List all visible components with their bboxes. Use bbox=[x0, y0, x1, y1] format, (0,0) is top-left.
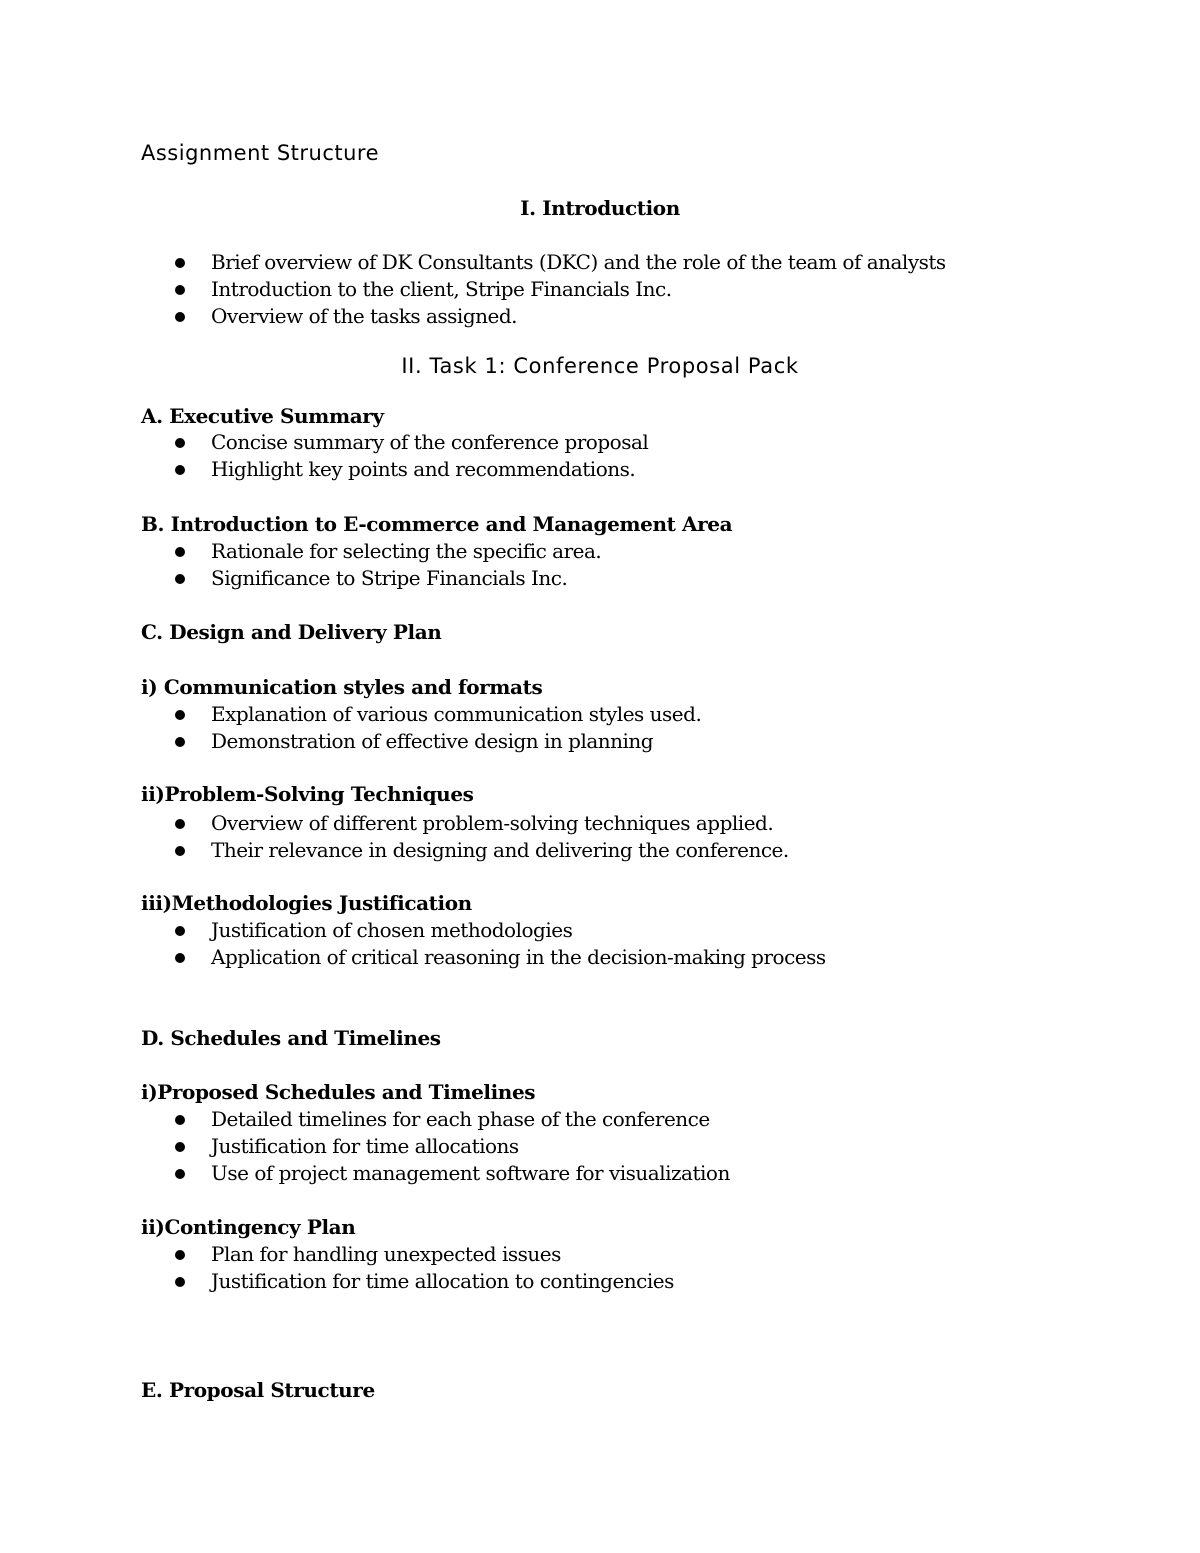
subheading-methodologies: iii)Methodologies Justification bbox=[141, 891, 472, 915]
ecommerce-list bbox=[0, 538, 601, 592]
communication-list bbox=[0, 701, 701, 755]
list-item: Significance to Stripe Financials Inc. bbox=[0, 565, 601, 592]
list-item: Justification for time allocation to contingencies bbox=[0, 1268, 674, 1295]
bullet-icon bbox=[175, 926, 185, 936]
list-item: Brief overview of DK Consultants (DKC) and the role of the team of analysts bbox=[0, 249, 946, 276]
subheading-schedules: D. Schedules and Timelines bbox=[141, 1026, 441, 1050]
subheading-proposal-structure: E. Proposal Structure bbox=[141, 1378, 375, 1402]
list-item: Rationale for selecting the specific area. bbox=[0, 538, 601, 565]
proposed-schedules-list bbox=[0, 1106, 730, 1187]
bullet-icon bbox=[175, 953, 185, 963]
bullet-icon bbox=[175, 1250, 185, 1260]
list-item: Plan for handling unexpected issues bbox=[0, 1241, 674, 1268]
section-heading-introduction: I. Introduction bbox=[520, 196, 680, 220]
list-item: Use of project management software for visualization bbox=[0, 1160, 730, 1187]
list-item: Demonstration of effective design in planning bbox=[0, 728, 701, 755]
list-item: Detailed timelines for each phase of the conference bbox=[0, 1106, 730, 1133]
bullet-icon bbox=[175, 574, 185, 584]
contingency-list bbox=[0, 1241, 674, 1295]
bullet-icon bbox=[175, 285, 185, 295]
document-title: Assignment Structure bbox=[141, 141, 380, 165]
bullet-icon bbox=[175, 1142, 185, 1152]
methodologies-list bbox=[0, 917, 826, 971]
bullet-icon bbox=[175, 312, 185, 322]
list-item: Overview of different problem-solving techniques applied. bbox=[0, 810, 789, 837]
executive-summary-list bbox=[0, 429, 648, 483]
bullet-icon bbox=[175, 846, 185, 856]
subheading-contingency-plan: ii)Contingency Plan bbox=[141, 1215, 356, 1239]
bullet-icon bbox=[175, 258, 185, 268]
subheading-problem-solving: ii)Problem-Solving Techniques bbox=[141, 782, 474, 806]
section-heading-task1: II. Task 1: Conference Proposal Pack bbox=[401, 354, 799, 378]
bullet-icon bbox=[175, 438, 185, 448]
subheading-communication-styles: i) Communication styles and formats bbox=[141, 675, 543, 699]
list-item: Concise summary of the conference proposal bbox=[0, 429, 648, 456]
list-item: Justification for time allocations bbox=[0, 1133, 730, 1160]
bullet-icon bbox=[175, 737, 185, 747]
subheading-ecommerce: B. Introduction to E-commerce and Management Area bbox=[141, 512, 733, 536]
list-item: Overview of the tasks assigned. bbox=[0, 303, 946, 330]
list-item: Explanation of various communication styles used. bbox=[0, 701, 701, 728]
list-item: Highlight key points and recommendations. bbox=[0, 456, 648, 483]
list-item: Introduction to the client, Stripe Financials Inc. bbox=[0, 276, 946, 303]
bullet-icon bbox=[175, 547, 185, 557]
bullet-icon bbox=[175, 710, 185, 720]
bullet-icon bbox=[175, 1169, 185, 1179]
subheading-executive-summary: A. Executive Summary bbox=[141, 404, 384, 428]
subheading-design-delivery: C. Design and Delivery Plan bbox=[141, 620, 442, 644]
introduction-list bbox=[0, 249, 946, 330]
list-item: Justification of chosen methodologies bbox=[0, 917, 826, 944]
list-item: Application of critical reasoning in the decision-making process bbox=[0, 944, 826, 971]
subheading-proposed-schedules: i)Proposed Schedules and Timelines bbox=[141, 1080, 536, 1104]
bullet-icon bbox=[175, 1115, 185, 1125]
bullet-icon bbox=[175, 1277, 185, 1287]
bullet-icon bbox=[175, 465, 185, 475]
bullet-icon bbox=[175, 819, 185, 829]
list-item: Their relevance in designing and delivering the conference. bbox=[0, 837, 789, 864]
problem-solving-list bbox=[0, 810, 789, 864]
